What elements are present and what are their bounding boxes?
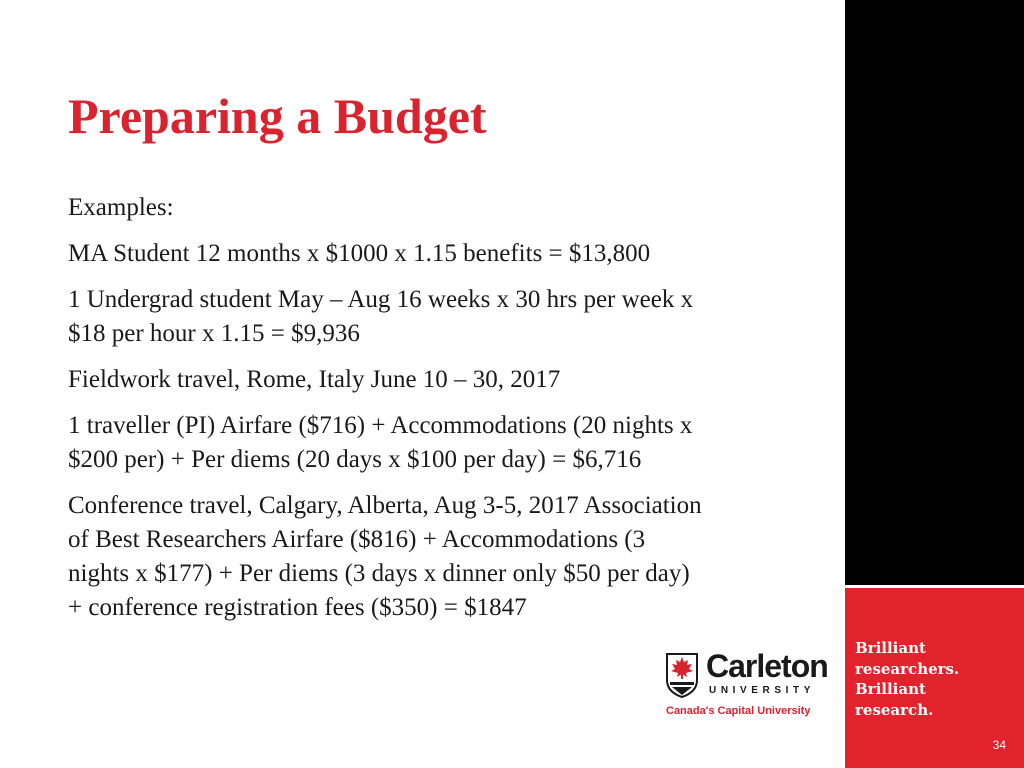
text-line: MA Student 12 months x $1000 x 1.15 benefits = $13,800 <box>68 240 651 267</box>
paragraph-ma-student <box>68 237 828 271</box>
paragraph-conference <box>68 489 828 625</box>
text-line: $18 per hour x 1.15 = $9,936 <box>68 320 360 347</box>
paragraph-traveller <box>68 409 828 477</box>
paragraph-fieldwork <box>68 363 828 397</box>
text-line: $200 per) + Per diems (20 days x $100 per day) = $6,716 <box>68 446 642 473</box>
text-line: Fieldwork travel, Rome, Italy June 10 – 30, 2017 <box>68 366 561 393</box>
logo-subtitle: UNIVERSITY <box>709 685 816 696</box>
tagline-line: researchers. <box>855 659 960 678</box>
carleton-logo <box>662 650 832 722</box>
text-line: + conference registration fees ($350) = $1847 <box>68 594 527 621</box>
text-line: 1 traveller (PI) Airfare ($716) + Accommodations (20 nights x <box>68 412 693 439</box>
paragraph-undergrad <box>68 283 828 351</box>
tagline-line: research. <box>855 700 934 719</box>
text-line: Examples: <box>68 194 174 221</box>
text-line: nights x $177) + Per diems (3 days x dinner only $50 per day) <box>68 560 690 587</box>
slide-title: Preparing a Budget <box>68 88 487 144</box>
text-line: Conference travel, Calgary, Alberta, Aug 3-5, 2017 Association <box>68 492 702 519</box>
text-line: 1 Undergrad student May – Aug 16 weeks x 30 hrs per week x <box>68 286 694 313</box>
paragraph-examples <box>68 191 828 225</box>
logo-motto: Canada's Capital University <box>666 705 811 717</box>
brand-tagline <box>855 638 959 720</box>
tagline-line: Brilliant <box>855 680 926 698</box>
tagline-line: Brilliant <box>855 639 926 657</box>
text-line: of Best Researchers Airfare ($816) + Accommodations (3 <box>68 526 646 553</box>
logo-wordmark: Carleton <box>706 648 828 684</box>
page-number: 34 <box>992 738 1006 752</box>
carleton-shield-icon <box>665 652 699 698</box>
slide-body <box>68 191 828 637</box>
sidebar-black-panel <box>845 0 1024 585</box>
